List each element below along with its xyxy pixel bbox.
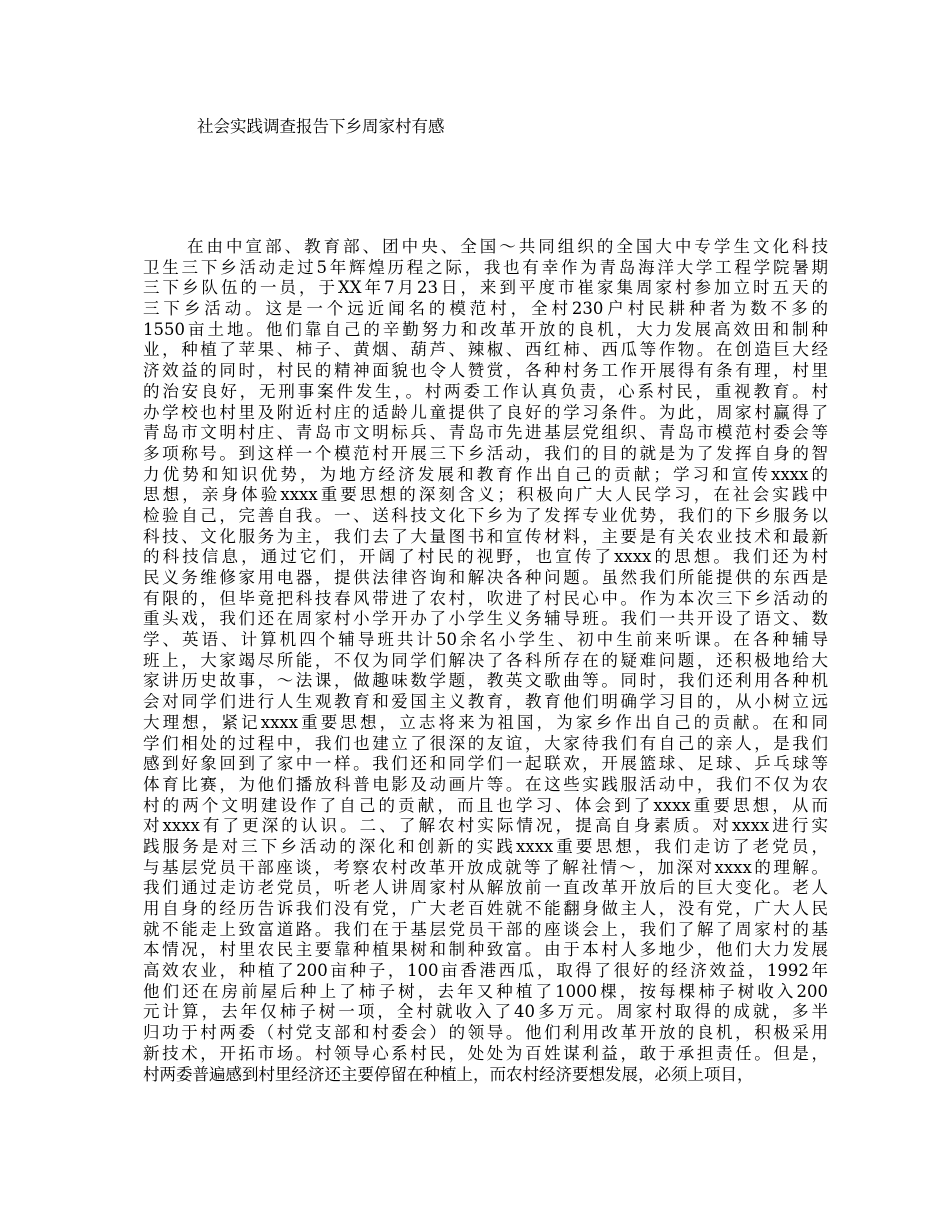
paragraph-line: 新技术，开拓市场。村领导心系村民，处处为百姓谋利益，敢于承担责任。但是， — [143, 1043, 828, 1063]
paragraph-line: 本情况，村里农民主要靠种植果树和制种致富。由于本村人多地少，他们大力发展 — [143, 940, 828, 960]
paragraph-line: 重头戏，我们还在周家村小学开办了小学生义务辅导班。我们一共开设了语文、数 — [143, 609, 828, 629]
body-paragraph — [143, 237, 828, 1085]
paragraph-line: 济效益的同时，村民的精神面貌也令人赞赏，各种村务工作开展得有条有理，村里 — [143, 361, 828, 381]
paragraph-line: 对xxxx有了更深的认识。二、了解农村实际情况，提高自身素质。对xxxx进行实 — [143, 816, 828, 836]
paragraph-line: 村两委普遍感到村里经济还主要停留在种植上，而农村经济要想发展，必须上项目， — [143, 1064, 754, 1084]
paragraph-line: 大理想，紧记xxxx重要思想，立志将来为祖国，为家乡作出自己的贡献。在和同 — [143, 712, 828, 732]
paragraph-line: 在由中宣部、教育部、团中央、全国～共同组织的全国大中专学生文化科技 — [187, 237, 828, 256]
paragraph-line: 他们还在房前屋后种上了柿子树，去年又种植了1000棵，按每棵柿子树收入200 — [143, 981, 828, 1001]
paragraph-line: 学们相处的过程中，我们也建立了很深的友谊，大家待我们有自己的亲人，是我们 — [143, 733, 828, 753]
paragraph-line: 学、英语、计算机四个辅导班共计50余名小学生、初中生前来听课。在各种辅导 — [143, 630, 828, 650]
paragraph-line: 办学校也村里及附近村庄的适龄儿童提供了良好的学习条件。为此，周家村赢得了 — [143, 402, 828, 422]
paragraph-line: 卫生三下乡活动走过5年辉煌历程之际，我也有幸作为青岛海洋大学工程学院暑期 — [143, 257, 828, 277]
paragraph-line: 归功于村两委（村党支部和村委会）的领导。他们利用改革开放的良机，积极采用 — [143, 1023, 828, 1043]
paragraph-line: 青岛市文明村庄、青岛市文明标兵、青岛市先进基层党组织、青岛市模范村委会等 — [143, 423, 828, 443]
paragraph-line: 践服务是对三下乡活动的深化和创新的实践xxxx重要思想，我们走访了老党员， — [143, 836, 828, 856]
document-title: 社会实践调查报告下乡周家村有感 — [197, 117, 445, 136]
paragraph-line: 民义务维修家用电器，提供法律咨询和解决各种问题。虽然我们所能提供的东西是 — [143, 568, 828, 587]
paragraph-line: 力优势和知识优势，为地方经济发展和教育作出自己的贡献；学习和宣传xxxx的 — [143, 464, 828, 484]
paragraph-line: 有限的，但毕竟把科技春风带进了农村，吹进了村民心中。作为本次三下乡活动的 — [143, 588, 828, 608]
paragraph-line: 班上，大家竭尽所能，不仅为同学们解决了各科所存在的疑难问题，还积极地给大 — [143, 650, 828, 670]
paragraph-line: 业，种植了苹果、柿子、黄烟、葫芦、辣椒、西红柿、西瓜等作物。在创造巨大经 — [143, 340, 828, 360]
paragraph-line: 1550亩土地。他们靠自己的辛勤努力和改革开放的良机，大力发展高效田和制种 — [143, 319, 828, 339]
paragraph-line: 就不能走上致富道路。我们在于基层党员干部的座谈会上，我们了解了周家村的基 — [143, 919, 828, 939]
paragraph-line: 三下乡活动。这是一个远近闻名的模范村，全村230户村民耕种者为数不多的 — [143, 299, 828, 319]
paragraph-line: 体育比赛，为他们播放科普电影及动画片等。在这些实践服活动中，我们不仅为农 — [143, 774, 828, 794]
paragraph-line: 三下乡队伍的一员，于XX年7月23日，来到平度市崔家集周家村参加立时五天的 — [143, 278, 828, 298]
paragraph-line: 的科技信息，通过它们，开阔了村民的视野，也宣传了xxxx的思想。我们还为村 — [143, 547, 828, 567]
paragraph-line: 检验自己，完善自我。一、送科技文化下乡为了发挥专业优势，我们的下乡服务以 — [143, 505, 828, 525]
paragraph-line: 家讲历史故事，～法课，做趣味数学题，教英文歌曲等。同时，我们还利用各种机 — [143, 671, 828, 691]
paragraph-line: 村的两个文明建设作了自己的贡献，而且也学习、体会到了xxxx重要思想，从而 — [143, 795, 828, 815]
paragraph-line: 元计算，去年仅柿子树一项，全村就收入了40多万元。周家村取得的成就，多半 — [143, 1002, 828, 1022]
paragraph-line: 会对同学们进行人生观教育和爱国主义教育，教育他们明确学习目的，从小树立远 — [143, 692, 828, 712]
paragraph-line: 我们通过走访老党员，听老人讲周家村从解放前一直改革开放后的巨大变化。老人 — [143, 878, 828, 898]
paragraph-line: 的治安良好，无刑事案件发生，。村两委工作认真负责，心系村民，重视教育。村 — [143, 381, 828, 401]
paragraph-line: 用自身的经历告诉我们没有党，广大老百姓就不能翻身做主人，没有党，广大人民 — [143, 899, 828, 918]
paragraph-line: 思想，亲身体验xxxx重要思想的深刻含义；积极向广大人民学习，在社会实践中 — [143, 485, 828, 505]
paragraph-line: 多项称号。到这样一个模范村开展三下乡活动，我们的目的就是为了发挥自身的智 — [143, 443, 828, 463]
paragraph-line: 高效农业，种植了200亩种子，100亩香港西瓜，取得了很好的经济效益，1992年 — [143, 961, 828, 981]
paragraph-line: 感到好象回到了家中一样。我们还和同学们一起联欢，开展篮球、足球、乒乓球等 — [143, 754, 828, 774]
paragraph-line: 科技、文化服务为主，我们去了大量图书和宣传材料，主要是有关农业技术和最新 — [143, 526, 828, 546]
paragraph-line: 与基层党员干部座谈，考察农村改革开放成就等了解社情～，加深对xxxx的理解。 — [143, 857, 828, 877]
